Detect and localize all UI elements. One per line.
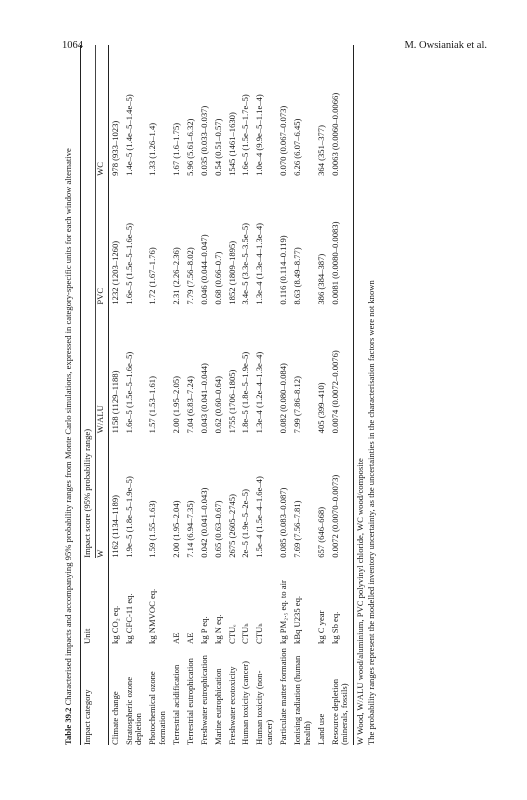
table-row xyxy=(184,45,198,745)
cell-walu: 405 (399–410) xyxy=(315,382,326,434)
cell-w: 1162 (1134–1189) xyxy=(109,495,120,558)
header-blank-1 xyxy=(95,644,108,745)
cell-category: Freshwater eutrophication xyxy=(198,655,209,745)
cell-pvc: 0.046 (0.044–0.047) xyxy=(198,234,209,305)
cell-wc: 364 (351–377) xyxy=(315,125,326,176)
col-unit: Unit xyxy=(80,558,95,644)
footnote-uncertainty: The probability ranges represent the modelled inventory uncertainty, as the uncertainties in the characterisation factors were not known xyxy=(366,280,377,745)
cell-unit: kg P eq. xyxy=(198,616,209,644)
rotated-table-block xyxy=(64,45,378,745)
cell-wc: 6.26 (6.07–6.45) xyxy=(291,118,302,176)
col-impact-score: Impact score (95% probability range) xyxy=(80,45,95,558)
table-row xyxy=(239,45,253,745)
cell-unit: kBq U235 eq. xyxy=(291,595,302,644)
cell-wc: 978 (933–1023) xyxy=(109,120,120,176)
table-row xyxy=(315,45,329,745)
cell-walu: 1.6e–5 (1.5e–5–1.6e–5) xyxy=(123,351,134,434)
cell-pvc: 8.63 (8.49–8.77) xyxy=(291,247,302,305)
page-number: 1064 xyxy=(62,40,83,51)
cell-walu: 1.57 (1.53–1.61) xyxy=(147,376,158,434)
cell-walu: 1755 (1706–1805) xyxy=(226,369,237,434)
table-row xyxy=(108,45,122,745)
cell-walu: 7.99 (7.86–8.12) xyxy=(291,376,302,434)
cell-walu: 2.00 (1.95–2.05) xyxy=(171,376,181,434)
table-caption xyxy=(64,45,74,745)
header-row-1 xyxy=(80,45,95,745)
cell-pvc: 2.31 (2.26–2.36) xyxy=(171,247,181,305)
cell-category: Terrestrial acidification xyxy=(171,664,181,745)
cell-walu: 0.043 (0.041–0.044) xyxy=(198,363,209,434)
table-row xyxy=(277,45,291,745)
cell-pvc: 1.6e–5 (1.5e–5–1.6e–5) xyxy=(123,222,134,305)
cell-walu: 0.62 (0.60–0.64) xyxy=(212,376,223,434)
cell-unit: kg N eq. xyxy=(212,614,223,644)
table-caption-text: Characterised impacts and accompanying 95% probability ranges from Monte Carlo simulations, expressed in category-specific units for each window alternative xyxy=(63,148,73,706)
table-row xyxy=(123,45,147,745)
impacts-table xyxy=(80,45,354,745)
cell-unit: CTUₕ xyxy=(240,623,251,644)
cell-wc: 5.96 (5.61–6.32) xyxy=(184,118,195,176)
cell-category: Terrestrial eutrophication xyxy=(184,658,195,745)
cell-unit: kg Sb eq. xyxy=(329,558,354,644)
cell-walu: 0.0074 (0.0072–0.0076) xyxy=(329,305,354,434)
table-row xyxy=(170,45,184,745)
cell-category: Photochemical ozone formation xyxy=(147,671,168,745)
cell-w: 657 (646–668) xyxy=(315,506,326,558)
table-row xyxy=(198,45,212,745)
col-walu: W/ALU xyxy=(95,305,108,434)
cell-category: Particulate matter formation xyxy=(278,648,288,745)
col-impact-category: Impact category xyxy=(80,644,95,745)
cell-w: 7.14 (6.94–7.35) xyxy=(184,500,195,558)
table-row xyxy=(212,45,226,745)
cell-w: 0.085 (0.083–0.087) xyxy=(278,487,288,558)
cell-w: 0.042 (0.041–0.043) xyxy=(198,487,209,558)
cell-unit: kg C year xyxy=(315,610,326,644)
header-row-2 xyxy=(95,45,108,745)
cell-unit: kg PM₂.₅ eq. to air xyxy=(278,580,288,644)
cell-wc: 1.33 (1.26–1.4) xyxy=(147,122,158,176)
cell-walu: 1158 (1129–1188) xyxy=(109,370,120,434)
cell-unit: CTUₑ xyxy=(226,624,237,644)
col-w: W xyxy=(95,433,108,557)
cell-w: 1.59 (1.55–1.63) xyxy=(147,500,158,558)
cell-w: 1.9e–5 (1.8e–5–1.9e–5) xyxy=(123,476,134,558)
cell-pvc: 0.68 (0.66–0.7) xyxy=(212,251,223,305)
cell-wc: 1.6e–5 (1.5e–5–1.7e–5) xyxy=(240,94,251,176)
cell-pvc: 3.4e–5 (3.3e–5–3.5e–5) xyxy=(240,222,251,305)
cell-unit: kg NMVOC eq. xyxy=(147,588,158,644)
cell-unit: CTUₕ xyxy=(254,623,265,644)
cell-wc: 1.4e–5 (1.4e–5–1.4e–5) xyxy=(123,94,134,176)
running-head: M. Owsianiak et al. xyxy=(404,40,487,51)
cell-walu: 0.082 (0.080–0.084) xyxy=(278,363,288,434)
cell-pvc: 1852 (1809–1895) xyxy=(226,240,237,305)
cell-wc: 0.070 (0.067–0.073) xyxy=(278,105,288,176)
cell-pvc: 1.3e–4 (1.3e–4–1.3e–4) xyxy=(254,222,265,305)
table-row xyxy=(146,45,170,745)
cell-pvc: 0.116 (0.114–0.119) xyxy=(278,235,288,305)
cell-category: Human toxicity (cancer) xyxy=(240,661,251,745)
table-row xyxy=(329,45,354,745)
cell-unit: AE xyxy=(171,632,181,644)
cell-pvc: 7.79 (7.56–8.02) xyxy=(184,247,195,305)
cell-category: Land use xyxy=(315,713,326,745)
cell-pvc: 0.0081 (0.0080–0.0083) xyxy=(329,176,354,305)
cell-category: Marine eutrophication xyxy=(212,668,223,745)
cell-walu: 1.3e–4 (1.2e–4–1.3e–4) xyxy=(254,351,265,434)
cell-category: Climate change xyxy=(109,691,120,745)
cell-w: 2675 (2605–2745) xyxy=(226,494,237,558)
cell-w: 7.69 (7.56–7.81) xyxy=(291,500,302,558)
cell-unit: AE xyxy=(184,632,195,644)
col-wc: WC xyxy=(95,45,108,176)
table-row xyxy=(253,45,277,745)
footnote-abbreviations: W Wood, W/ALU wood/aluminium, PVC polyvinyl chloride, WC wood/composite xyxy=(355,458,366,745)
cell-w: 0.0072 (0.0070–0.0073) xyxy=(329,433,354,557)
cell-wc: 1.67 (1.6–1.75) xyxy=(171,122,181,176)
cell-wc: 1.0e–4 (9.9e–5–1.1e–4) xyxy=(254,94,265,176)
cell-walu: 7.04 (6.83–7.24) xyxy=(184,376,195,434)
col-pvc: PVC xyxy=(95,176,108,305)
cell-category: Human toxicity (non-cancer) xyxy=(254,670,275,745)
cell-unit: kg CFC-11 eq. xyxy=(123,593,134,644)
cell-wc: 0.0063 (0.0060–0.0066) xyxy=(329,45,354,176)
cell-walu: 1.8e–5 (1.8e–5–1.9e–5) xyxy=(240,351,251,434)
header-blank-2 xyxy=(95,558,108,644)
cell-w: 2e–5 (1.9e–5–2e–5) xyxy=(240,489,251,558)
table-footnotes xyxy=(356,45,377,745)
cell-category: Ionising radiation (human health) xyxy=(291,655,312,745)
cell-pvc: 1.72 (1.67–1.76) xyxy=(147,247,158,305)
table-row xyxy=(291,45,315,745)
cell-wc: 1545 (1461–1630) xyxy=(226,112,237,176)
table-label: Table 39.2 xyxy=(63,707,73,745)
cell-pvc: 1232 (1203–1260) xyxy=(109,240,120,305)
cell-category: Stratospheric ozone depletion xyxy=(123,676,144,745)
cell-wc: 0.035 (0.033–0.037) xyxy=(198,105,209,176)
cell-pvc: 386 (384–387) xyxy=(315,253,326,305)
cell-wc: 0.54 (0.51–0.57) xyxy=(212,118,223,176)
cell-w: 2.00 (1.95–2.04) xyxy=(171,500,181,558)
cell-category: Resource depletion (minerals, fossils) xyxy=(329,644,354,745)
table-row xyxy=(226,45,240,745)
cell-category: Freshwater ecotoxicity xyxy=(226,666,237,745)
cell-w: 0.65 (0.63–0.67) xyxy=(212,500,223,558)
cell-unit: kg CO₂ eq. xyxy=(109,605,120,644)
cell-w: 1.5e–4 (1.5e–4–1.6e–4) xyxy=(254,476,265,558)
